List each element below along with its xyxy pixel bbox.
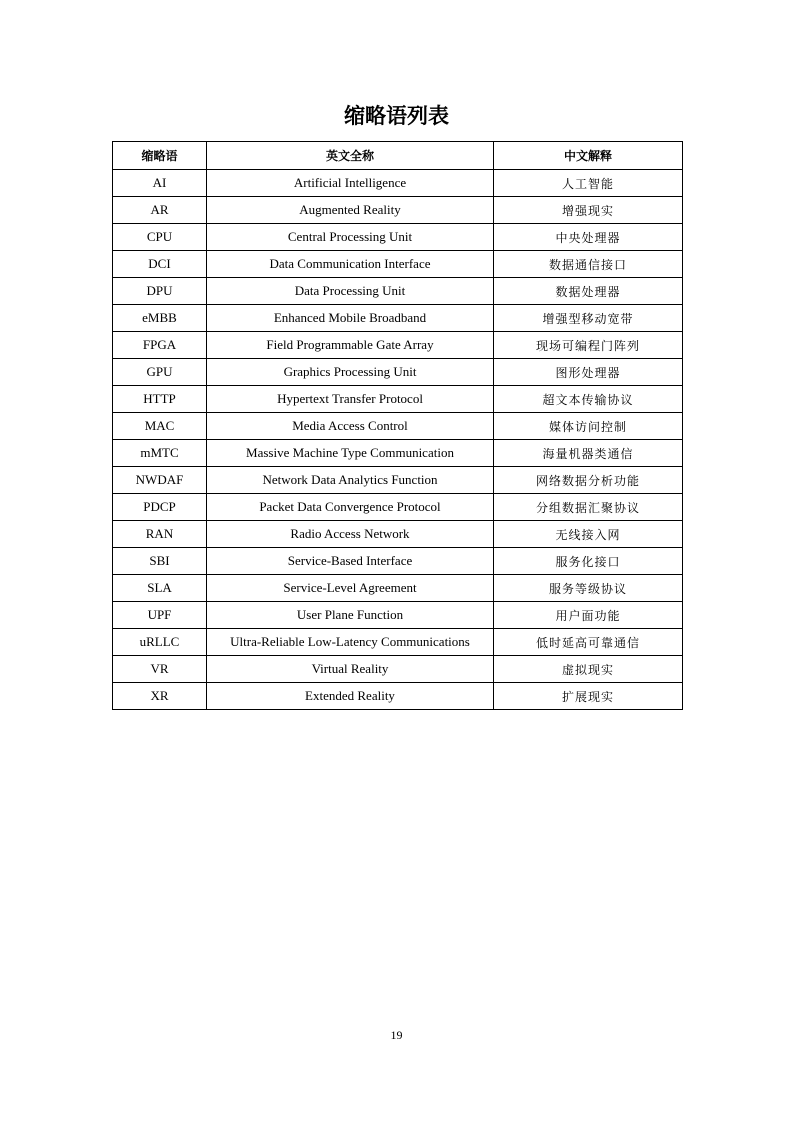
table-row [113, 683, 683, 710]
abbreviation-cell: UPF [113, 602, 207, 629]
english-full-name-cell: Media Access Control [207, 413, 494, 440]
table-row [113, 386, 683, 413]
table-row [113, 575, 683, 602]
english-full-name-cell: Field Programmable Gate Array [207, 332, 494, 359]
chinese-explanation-cell: 低时延高可靠通信 [494, 629, 683, 656]
chinese-explanation-cell: 用户面功能 [494, 602, 683, 629]
abbreviation-cell: GPU [113, 359, 207, 386]
chinese-explanation-cell: 增强型移动宽带 [494, 305, 683, 332]
english-full-name-cell: Augmented Reality [207, 197, 494, 224]
chinese-explanation-cell: 增强现实 [494, 197, 683, 224]
table-row [113, 224, 683, 251]
chinese-explanation-cell: 服务化接口 [494, 548, 683, 575]
abbreviation-cell: AR [113, 197, 207, 224]
chinese-explanation-cell: 服务等级协议 [494, 575, 683, 602]
table-row [113, 305, 683, 332]
chinese-explanation-cell: 数据通信接口 [494, 251, 683, 278]
abbreviation-cell: MAC [113, 413, 207, 440]
abbreviation-cell: HTTP [113, 386, 207, 413]
table-header-row [113, 142, 683, 170]
chinese-explanation-cell: 媒体访问控制 [494, 413, 683, 440]
header-english-full-name: 英文全称 [207, 142, 494, 170]
table-row [113, 278, 683, 305]
abbreviation-cell: NWDAF [113, 467, 207, 494]
english-full-name-cell: Packet Data Convergence Protocol [207, 494, 494, 521]
chinese-explanation-cell: 中央处理器 [494, 224, 683, 251]
abbreviation-cell: SLA [113, 575, 207, 602]
english-full-name-cell: Data Processing Unit [207, 278, 494, 305]
header-abbreviation: 缩略语 [113, 142, 207, 170]
table-row [113, 548, 683, 575]
abbreviation-cell: VR [113, 656, 207, 683]
english-full-name-cell: Artificial Intelligence [207, 170, 494, 197]
abbreviation-cell: DCI [113, 251, 207, 278]
english-full-name-cell: Service-Based Interface [207, 548, 494, 575]
table-row [113, 413, 683, 440]
english-full-name-cell: Graphics Processing Unit [207, 359, 494, 386]
english-full-name-cell: Service-Level Agreement [207, 575, 494, 602]
chinese-explanation-cell: 超文本传输协议 [494, 386, 683, 413]
page-number: 19 [390, 1028, 403, 1042]
english-full-name-cell: Network Data Analytics Function [207, 467, 494, 494]
english-full-name-cell: Virtual Reality [207, 656, 494, 683]
chinese-explanation-cell: 数据处理器 [494, 278, 683, 305]
abbreviation-cell: PDCP [113, 494, 207, 521]
english-full-name-cell: Hypertext Transfer Protocol [207, 386, 494, 413]
english-full-name-cell: Enhanced Mobile Broadband [207, 305, 494, 332]
english-full-name-cell: Radio Access Network [207, 521, 494, 548]
abbreviation-table [112, 141, 683, 710]
english-full-name-cell: User Plane Function [207, 602, 494, 629]
chinese-explanation-cell: 人工智能 [494, 170, 683, 197]
abbreviation-cell: mMTC [113, 440, 207, 467]
english-full-name-cell: Data Communication Interface [207, 251, 494, 278]
header-chinese-explanation: 中文解释 [494, 142, 683, 170]
chinese-explanation-cell: 现场可编程门阵列 [494, 332, 683, 359]
abbreviation-cell: CPU [113, 224, 207, 251]
table-row [113, 359, 683, 386]
table-row [113, 521, 683, 548]
abbreviation-cell: XR [113, 683, 207, 710]
table-row [113, 251, 683, 278]
chinese-explanation-cell: 图形处理器 [494, 359, 683, 386]
abbreviation-cell: SBI [113, 548, 207, 575]
chinese-explanation-cell: 海量机器类通信 [494, 440, 683, 467]
chinese-explanation-cell: 网络数据分析功能 [494, 467, 683, 494]
chinese-explanation-cell: 虚拟现实 [494, 656, 683, 683]
table-row [113, 656, 683, 683]
table-row [113, 602, 683, 629]
page-title: 缩略语列表 [344, 104, 449, 128]
abbreviation-cell: RAN [113, 521, 207, 548]
abbreviation-cell: FPGA [113, 332, 207, 359]
english-full-name-cell: Extended Reality [207, 683, 494, 710]
table-row [113, 629, 683, 656]
chinese-explanation-cell: 扩展现实 [494, 683, 683, 710]
abbreviation-cell: eMBB [113, 305, 207, 332]
table-row [113, 197, 683, 224]
english-full-name-cell: Ultra-Reliable Low-Latency Communications [207, 629, 494, 656]
english-full-name-cell: Massive Machine Type Communication [207, 440, 494, 467]
table-body [113, 170, 683, 710]
table-row [113, 440, 683, 467]
abbreviation-cell: uRLLC [113, 629, 207, 656]
abbreviation-cell: AI [113, 170, 207, 197]
table-row [113, 332, 683, 359]
english-full-name-cell: Central Processing Unit [207, 224, 494, 251]
chinese-explanation-cell: 无线接入网 [494, 521, 683, 548]
chinese-explanation-cell: 分组数据汇聚协议 [494, 494, 683, 521]
abbreviation-cell: DPU [113, 278, 207, 305]
table-row [113, 170, 683, 197]
table-row [113, 494, 683, 521]
table-row [113, 467, 683, 494]
